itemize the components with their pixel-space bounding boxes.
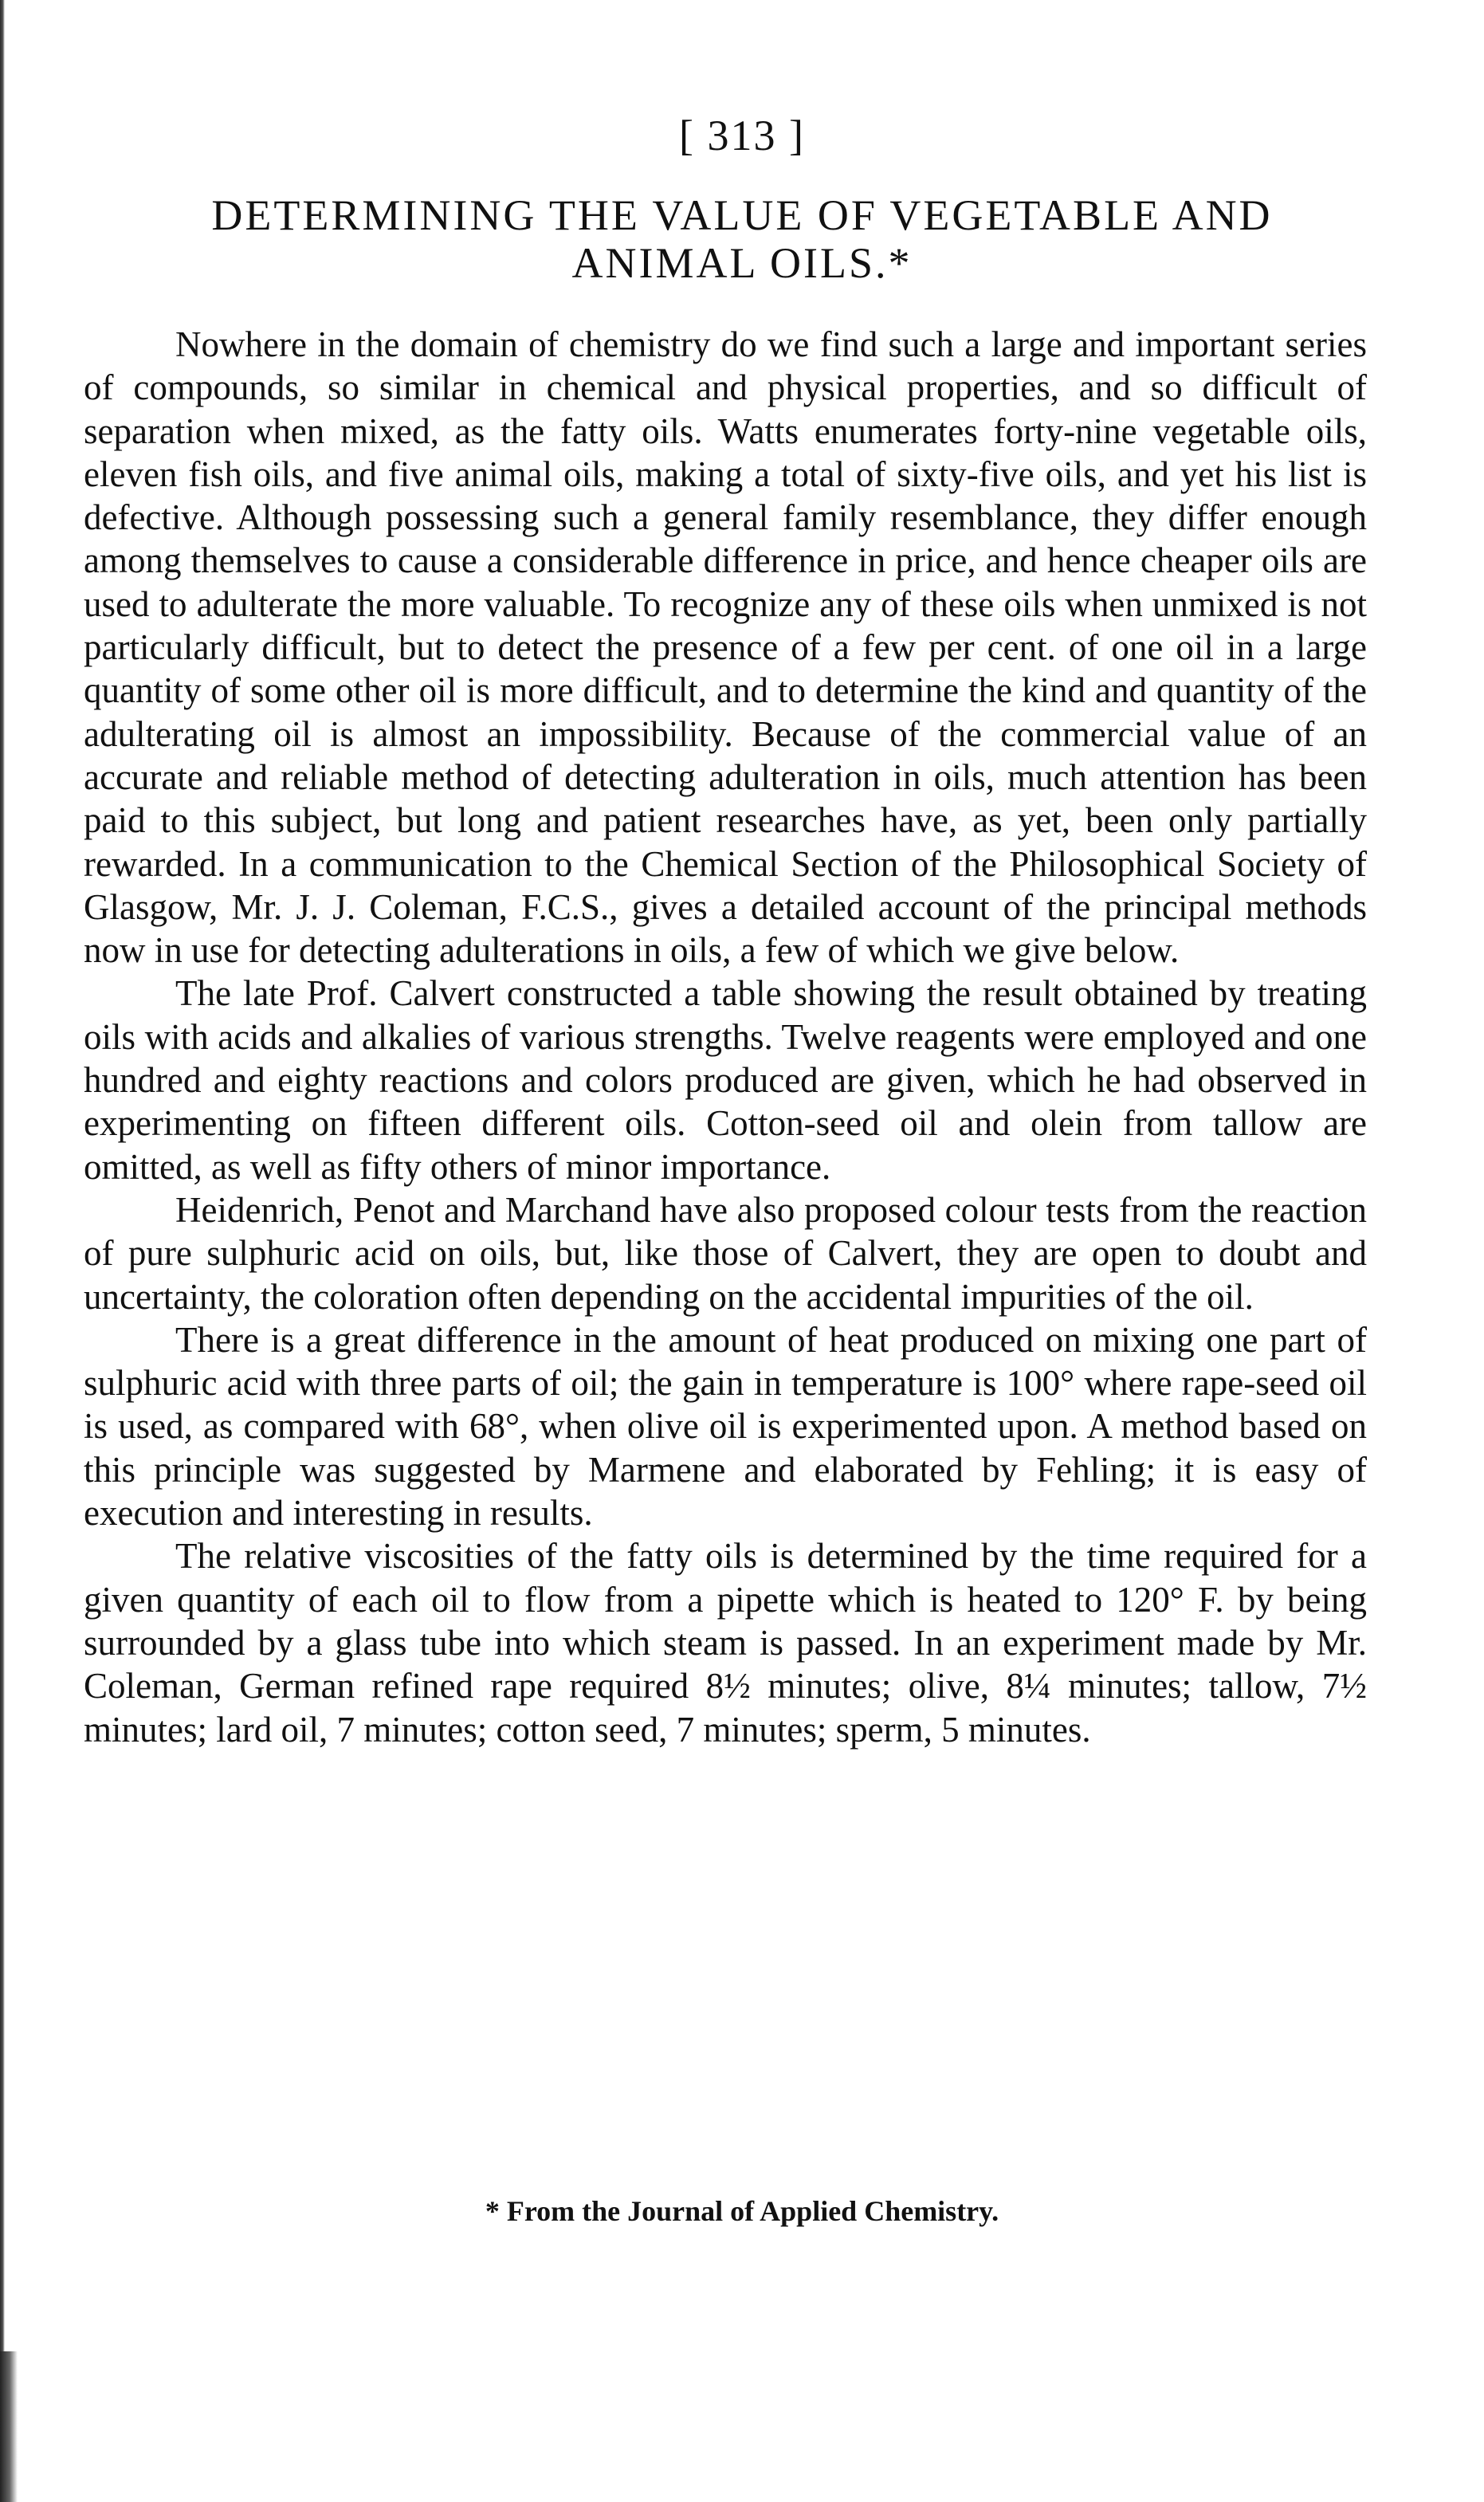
binding-shadow (0, 0, 5, 2502)
paragraph-1: Nowhere in the domain of chemistry do we find such a large and important series of compounds, so similar in chemical and physical properties, and so difficult of separation when mixed, as the fatty oils. Watts enumerates forty-nine vegetable oils, eleven fish oils, and five animal oils, making a total of sixty-five oils, and yet his list is defective. Although possessing such a general family resemblance, they differ enough among themselves to cause a considerable difference in price, and hence cheaper oils are used to adulterate the more valuable. To recognize any of these oils when unmixed is not particularly difficult, but to detect the presence of a few per cent. of one oil in a large quantity of some other oil is more difficult, and to determine the kind and quantity of the adulterating oil is almost an impossibility. Because of the commercial value of an accurate and reliable method of detecting adulteration in oils, much attention has been paid to this subject, but long and patient researches have, as yet, been only partially rewarded. In a communication to the Chemical Section of the Philosophical Society of Glasgow, Mr. J. J. Coleman, F.C.S., gives a detailed account of the principal methods now in use for detecting adulterations in oils, a few of which we give below. (84, 324, 1367, 971)
page-number: [ 313 ] (679, 112, 805, 159)
page-title (120, 191, 1364, 287)
paragraph-5: The relative viscosities of the fatty oils is determined by the time required for a given quantity of each oil to flow from a pipette which is heated to 120° F. by being surrounded by a glass tube into which steam is passed. In an experiment made by Mr. Coleman, German refined rape required 8½ minutes; olive, 8¼ minutes; tallow, 7½ minutes; lard oil, 7 minutes; cotton seed, 7 minutes; sperm, 5 minutes. (84, 1536, 1367, 1750)
paragraph-2: The late Prof. Calvert constructed a table showing the result obtained by treating oils with acids and alkalies of various strengths. Twelve reagents were employed and one hundred and eighty reactions and colors produced are given, which he had observed in experimenting on fifteen different oils. Cotton-seed oil and olein from tallow are omitted, as well as fifty others of minor importance. (84, 973, 1367, 1187)
footnote: * From the Journal of Applied Chemistry. (485, 2195, 999, 2227)
paragraph-4: There is a great difference in the amount of heat produced on mixing one part of sulphuric acid with three parts of oil; the gain in temperature is 100° where rape-seed oil is used, as compared with 68°, when olive oil is experimented upon. A method based on this principle was suggested by Marmene and elaborated by Fehling; it is easy of execution and interesting in results. (84, 1319, 1367, 1534)
paragraph-3: Heidenrich, Penot and Marchand have also proposed colour tests from the reaction of pure sulphuric acid on oils, but, like those of Calvert, they are open to doubt and uncertainty, the coloration often depending on the accidental impurities of the oil. (84, 1189, 1367, 1317)
binding-shadow-bottom (0, 2351, 18, 2502)
title-line-2: ANIMAL OILS.* (571, 239, 913, 287)
title-line-1: DETERMINING THE VALUE OF VEGETABLE AND (211, 191, 1273, 239)
article-body (84, 323, 1367, 1751)
